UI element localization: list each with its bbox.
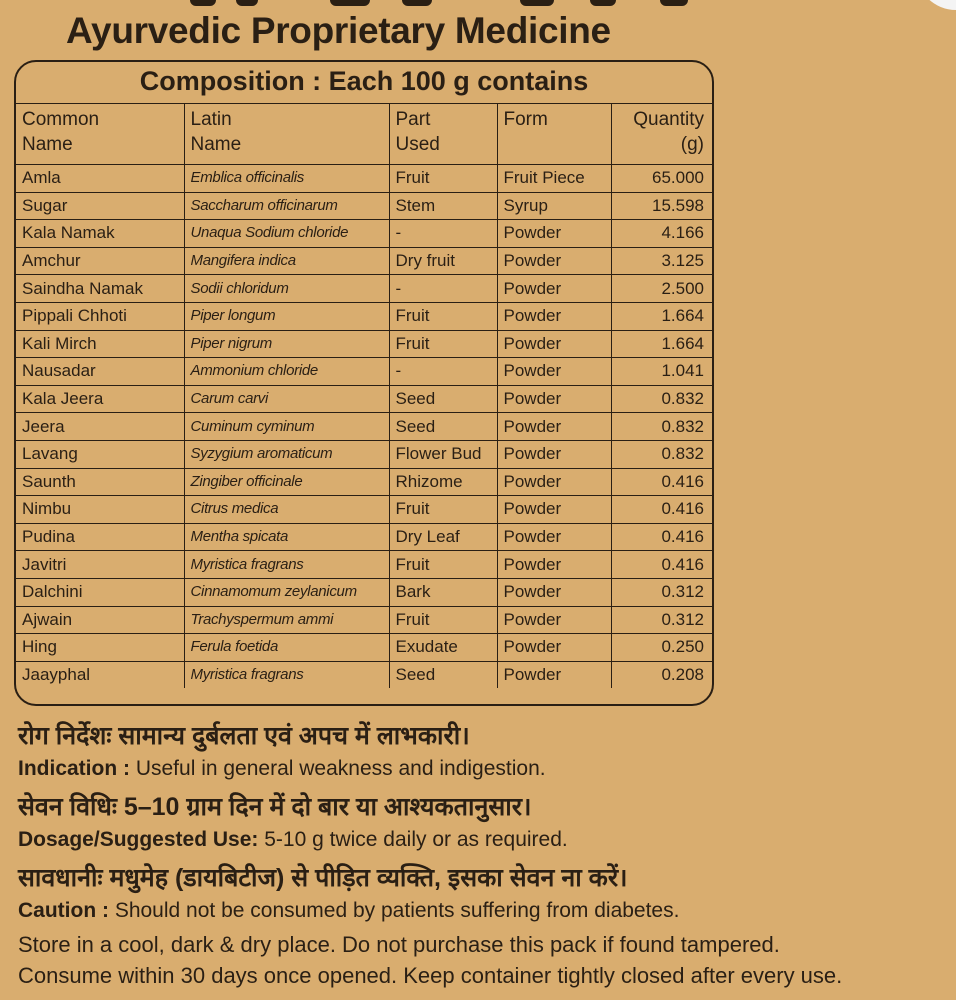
- common-name-cell: Lavang: [16, 440, 184, 468]
- table-row: [16, 385, 712, 413]
- form-cell: Powder: [497, 523, 611, 551]
- common-name-cell: Kali Mirch: [16, 330, 184, 358]
- table-row: [16, 496, 712, 524]
- latin-name-cell: Trachyspermum ammi: [184, 606, 389, 634]
- indication-text: [18, 757, 546, 781]
- table-row: [16, 413, 712, 441]
- form-cell: Syrup: [497, 192, 611, 220]
- common-name-cell: Nausadar: [16, 358, 184, 386]
- table-row: [16, 220, 712, 248]
- latin-name-cell: Zingiber officinale: [184, 468, 389, 496]
- quantity-cell: 0.312: [611, 578, 712, 606]
- quantity-cell: 0.416: [611, 523, 712, 551]
- latin-name-cell: Cuminum cyminum: [184, 413, 389, 441]
- indication-value: Useful in general weakness and indigestion.: [130, 757, 546, 780]
- part-used-cell: Fruit: [389, 330, 497, 358]
- table-row: [16, 192, 712, 220]
- form-cell: Powder: [497, 413, 611, 441]
- form-cell: Powder: [497, 440, 611, 468]
- form-cell: Powder: [497, 634, 611, 662]
- form-cell: Powder: [497, 275, 611, 303]
- storage-line-2: Consume within 30 days once opened. Keep container tightly closed after every use.: [18, 963, 843, 988]
- quantity-cell: 0.208: [611, 661, 712, 688]
- table-row: [16, 302, 712, 330]
- form-cell: Powder: [497, 330, 611, 358]
- form-cell: Powder: [497, 661, 611, 688]
- form-cell: Powder: [497, 578, 611, 606]
- common-name-cell: Pudina: [16, 523, 184, 551]
- table-row: [16, 440, 712, 468]
- quantity-cell: 1.041: [611, 358, 712, 386]
- composition-heading: Composition : Each 100 g contains: [139, 66, 589, 96]
- column-header-common-name: Common Name: [16, 104, 184, 165]
- quantity-cell: 0.832: [611, 385, 712, 413]
- quantity-cell: 2.500: [611, 275, 712, 303]
- quantity-cell: 0.832: [611, 413, 712, 441]
- quantity-cell: 1.664: [611, 330, 712, 358]
- common-name-cell: Kala Namak: [16, 220, 184, 248]
- latin-name-cell: Unaqua Sodium chloride: [184, 220, 389, 248]
- common-name-cell: Ajwain: [16, 606, 184, 634]
- common-name-cell: Saindha Namak: [16, 275, 184, 303]
- quantity-cell: 0.416: [611, 551, 712, 579]
- table-row: [16, 606, 712, 634]
- latin-name-cell: Myristica fragrans: [184, 551, 389, 579]
- caution-value: Should not be consumed by patients suffering from diabetes.: [108, 899, 680, 922]
- table-row: [16, 468, 712, 496]
- latin-name-cell: Sodii chloridum: [184, 275, 389, 303]
- dosage-label: Dosage/Suggested Use:: [18, 828, 259, 851]
- table-row: [16, 247, 712, 275]
- dosage-value: 5-10 g twice daily or as required.: [258, 828, 568, 851]
- latin-name-cell: Ammonium chloride: [184, 358, 389, 386]
- common-name-cell: Pippali Chhoti: [16, 302, 184, 330]
- part-used-cell: Rhizome: [389, 468, 497, 496]
- common-name-cell: Amchur: [16, 247, 184, 275]
- part-used-cell: -: [389, 275, 497, 303]
- quantity-cell: 0.832: [611, 440, 712, 468]
- form-cell: Powder: [497, 247, 611, 275]
- form-cell: Powder: [497, 302, 611, 330]
- quantity-cell: 0.416: [611, 468, 712, 496]
- caution-label: Caution :: [18, 899, 109, 922]
- table-row: [16, 551, 712, 579]
- latin-name-cell: Carum carvi: [184, 385, 389, 413]
- part-used-cell: Seed: [389, 385, 497, 413]
- common-name-cell: Javitri: [16, 551, 184, 579]
- table-row: [16, 165, 712, 193]
- table-row: [16, 523, 712, 551]
- table-row: [16, 634, 712, 662]
- page-title: Ayurvedic Proprietary Medicine: [66, 10, 611, 51]
- common-name-cell: Amla: [16, 165, 184, 193]
- column-header-form: Form: [497, 104, 611, 165]
- caution-text: [18, 899, 679, 923]
- table-row: [16, 661, 712, 688]
- column-header-quantity: Quantity (g): [611, 104, 712, 165]
- table-row: [16, 358, 712, 386]
- indication-hindi: रोग निर्देशः सामान्य दुर्बलता एवं अपच में लाभकारी।: [18, 722, 470, 750]
- column-header-latin-name: Latin Name: [184, 104, 389, 165]
- part-used-cell: -: [389, 220, 497, 248]
- latin-name-cell: Myristica fragrans: [184, 661, 389, 688]
- part-used-cell: Fruit: [389, 496, 497, 524]
- latin-name-cell: Saccharum officinarum: [184, 192, 389, 220]
- common-name-cell: Sugar: [16, 192, 184, 220]
- quantity-cell: 0.312: [611, 606, 712, 634]
- dosage-hindi: सेवन विधिः 5–10 ग्राम दिन में दो बार या आश्यकतानुसार।: [18, 793, 532, 821]
- latin-name-cell: Piper nigrum: [184, 330, 389, 358]
- latin-name-cell: Syzygium aromaticum: [184, 440, 389, 468]
- common-name-cell: Kala Jeera: [16, 385, 184, 413]
- part-used-cell: Dry Leaf: [389, 523, 497, 551]
- latin-name-cell: Piper longum: [184, 302, 389, 330]
- form-cell: Powder: [497, 496, 611, 524]
- quantity-cell: 65.000: [611, 165, 712, 193]
- part-used-cell: Bark: [389, 578, 497, 606]
- part-used-cell: Seed: [389, 413, 497, 441]
- part-used-cell: Dry fruit: [389, 247, 497, 275]
- common-name-cell: Saunth: [16, 468, 184, 496]
- table-header-row: [16, 104, 712, 165]
- common-name-cell: Nimbu: [16, 496, 184, 524]
- latin-name-cell: Ferula foetida: [184, 634, 389, 662]
- part-used-cell: Stem: [389, 192, 497, 220]
- storage-line-1: Store in a cool, dark & dry place. Do not purchase this pack if found tampered.: [18, 932, 780, 957]
- part-used-cell: Flower Bud: [389, 440, 497, 468]
- part-used-cell: Fruit: [389, 165, 497, 193]
- table-row: [16, 578, 712, 606]
- column-header-part-used: Part Used: [389, 104, 497, 165]
- common-name-cell: Jeera: [16, 413, 184, 441]
- quantity-cell: 1.664: [611, 302, 712, 330]
- part-used-cell: Fruit: [389, 551, 497, 579]
- dosage-text: [18, 828, 568, 852]
- quantity-cell: 3.125: [611, 247, 712, 275]
- indication-label: Indication :: [18, 757, 130, 780]
- common-name-cell: Jaayphal: [16, 661, 184, 688]
- form-cell: Powder: [497, 606, 611, 634]
- form-cell: Powder: [497, 468, 611, 496]
- quantity-cell: 15.598: [611, 192, 712, 220]
- latin-name-cell: Mangifera indica: [184, 247, 389, 275]
- part-used-cell: Fruit: [389, 606, 497, 634]
- part-used-cell: Exudate: [389, 634, 497, 662]
- form-cell: Powder: [497, 551, 611, 579]
- form-cell: Powder: [497, 358, 611, 386]
- quantity-cell: 4.166: [611, 220, 712, 248]
- form-cell: Powder: [497, 385, 611, 413]
- table-row: [16, 275, 712, 303]
- part-used-cell: Fruit: [389, 302, 497, 330]
- composition-table: [16, 103, 712, 688]
- form-cell: Powder: [497, 220, 611, 248]
- quantity-cell: 0.416: [611, 496, 712, 524]
- latin-name-cell: Cinnamomum zeylanicum: [184, 578, 389, 606]
- common-name-cell: Hing: [16, 634, 184, 662]
- caution-hindi: सावधानीः मधुमेह (डायबिटीज) से पीड़ित व्यक्ति, इसका सेवन ना करें।: [18, 864, 628, 892]
- latin-name-cell: Mentha spicata: [184, 523, 389, 551]
- part-used-cell: Seed: [389, 661, 497, 688]
- common-name-cell: Dalchini: [16, 578, 184, 606]
- latin-name-cell: Emblica officinalis: [184, 165, 389, 193]
- table-row: [16, 330, 712, 358]
- part-used-cell: -: [389, 358, 497, 386]
- latin-name-cell: Citrus medica: [184, 496, 389, 524]
- form-cell: Fruit Piece: [497, 165, 611, 193]
- quantity-cell: 0.250: [611, 634, 712, 662]
- cropped-heading-fragment: [0, 0, 956, 8]
